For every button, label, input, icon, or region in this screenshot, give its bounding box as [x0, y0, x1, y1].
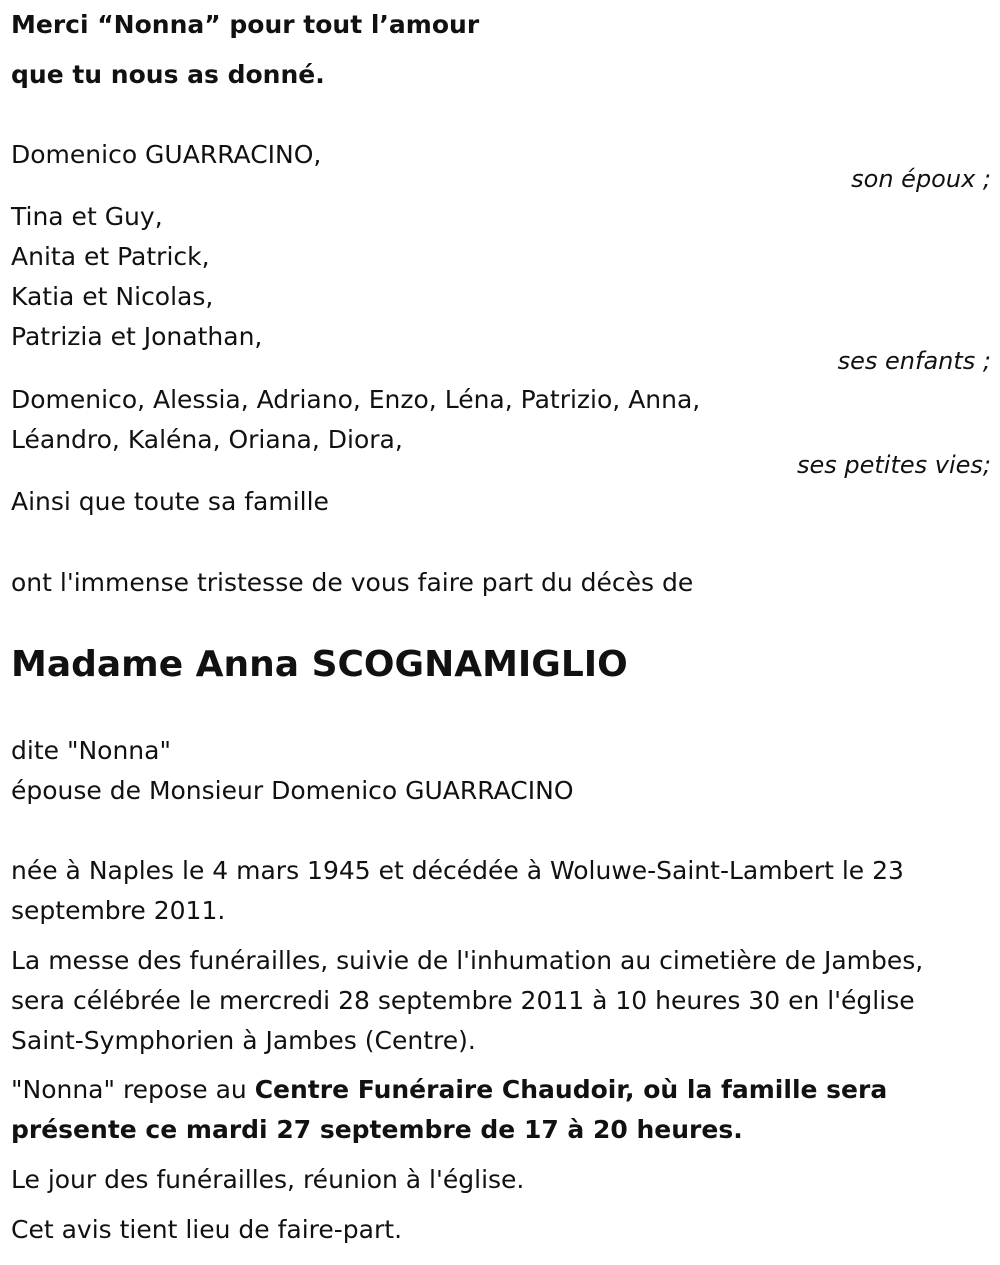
mass-line-2: sera célébrée le mercredi 28 septembre 2011 à 10 heures 30 en l'église: [11, 986, 915, 1015]
children-role: ses enfants ;: [837, 347, 991, 375]
header-line-2: que tu nous as donné.: [11, 60, 325, 89]
header-line-1: Merci “Nonna” pour tout l’amour: [11, 10, 480, 39]
deceased-spouse: épouse de Monsieur Domenico GUARRACINO: [11, 776, 574, 805]
others-line: Ainsi que toute sa famille: [11, 487, 329, 516]
rest-bold-2: présente ce mardi 27 septembre de 17 à 20 heures.: [11, 1115, 743, 1144]
rest-line-1: [11, 1070, 887, 1110]
spouse-name: Domenico GUARRACINO,: [11, 140, 322, 169]
rest-prefix: "Nonna" repose au: [11, 1075, 255, 1104]
birth-death-line-1: née à Naples le 4 mars 1945 et décédée à Woluwe-Saint-Lambert le 23: [11, 856, 904, 885]
rest-bold-1: Centre Funéraire Chaudoir, où la famille sera: [254, 1075, 888, 1104]
deceased-name: Madame Anna SCOGNAMIGLIO: [11, 644, 628, 685]
child-4: Patrizia et Jonathan,: [11, 322, 263, 351]
mass-line-3: Saint-Symphorien à Jambes (Centre).: [11, 1026, 476, 1055]
child-2: Anita et Patrick,: [11, 242, 210, 271]
mass-line-1: La messe des funérailles, suivie de l'inhumation au cimetière de Jambes,: [11, 946, 924, 975]
deceased-nickname: dite "Nonna": [11, 736, 171, 765]
spouse-role: son époux ;: [851, 165, 991, 193]
meeting-line: Le jour des funérailles, réunion à l'église.: [11, 1165, 525, 1194]
child-1: Tina et Guy,: [11, 202, 163, 231]
grandchildren-line-2: Léandro, Kaléna, Oriana, Diora,: [11, 425, 403, 454]
grandchildren-line-1: Domenico, Alessia, Adriano, Enzo, Léna, Patrizio, Anna,: [11, 385, 701, 414]
birth-death-line-2: septembre 2011.: [11, 896, 226, 925]
notice-line: Cet avis tient lieu de faire-part.: [11, 1215, 403, 1244]
announcement-line: ont l'immense tristesse de vous faire part du décès de: [11, 568, 694, 597]
child-3: Katia et Nicolas,: [11, 282, 214, 311]
grandchildren-role: ses petites vies;: [796, 451, 991, 479]
